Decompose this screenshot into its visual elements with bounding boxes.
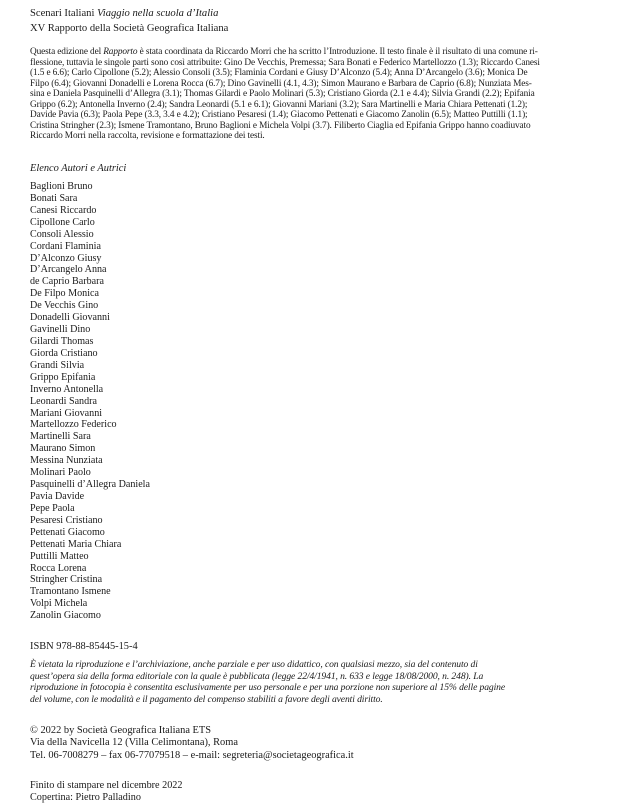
author-name: De Filpo Monica xyxy=(30,288,99,300)
author-name: Donadelli Giovanni xyxy=(30,312,110,324)
copyright-line: © 2022 by Società Geografica Italiana ETS xyxy=(30,725,212,736)
intro-line: sina e Daniela Pasquinelli d’Allegra (3.1); Thomas Gilardi e Paolo Molinari (5.3); Cristiano Giorda (2.1 e 4.4); Silvia Grandi (2.2); Epifania xyxy=(30,89,535,100)
print-colophon xyxy=(30,780,183,805)
intro-line: flessione, tuttavia le singole parti sono così attribuite: Gino De Vecchis, Premessa; Sara Bonati e Federico Martellozzo (1.3); Riccardo Canesi xyxy=(30,57,540,68)
author-name: Bonati Sara xyxy=(30,192,78,204)
author-name: Pettenati Maria Chiara xyxy=(30,538,122,550)
author-name: Molinari Paolo xyxy=(30,467,91,479)
author-name: Grippo Epifania xyxy=(30,371,96,383)
author-name: Martellozzo Federico xyxy=(30,419,117,431)
intro-line: Davide Pavia (6.3); Paola Pepe (3.3, 3.4 e 4.2); Cristiano Pesaresi (1.4); Giacomo Pettenati e Giacomo Zanolin (6.5); Matteo Puttilli (1.1); xyxy=(30,110,528,121)
author-name: Leonardi Sandra xyxy=(30,395,97,407)
intro-line: Grippo (6.2); Antonella Inverno (2.4); Sandra Leonardi (5.1 e 6.1); Giovanni Mariani (3.2); Sara Martinelli e Maria Chiara Pettenati (1.2); xyxy=(30,99,528,110)
printed-date: Finito di stampare nel dicembre 2022 xyxy=(30,780,183,791)
author-name: Maurano Simon xyxy=(30,443,96,455)
author-name: Cordani Flaminia xyxy=(30,240,101,252)
rights-line: È vietata la riproduzione e l’archiviazione, anche parziale e per uso didattico, con qualsiasi mezzo, sia del contenuto di xyxy=(30,659,478,670)
author-name: Tramontano Ismene xyxy=(30,586,111,598)
intro-line: Riccardo Morri nella raccolta, revisione e formattazione dei testi. xyxy=(30,131,265,142)
author-name: Consoli Alessio xyxy=(30,228,94,240)
author-name: Martinelli Sara xyxy=(30,431,91,443)
author-name: Stringher Cristina xyxy=(30,574,103,586)
intro-paragraph xyxy=(30,47,592,142)
authors-list-title: Elenco Autori e Autrici xyxy=(30,163,127,174)
author-name: Cipollone Carlo xyxy=(30,216,95,228)
author-name: Rocca Lorena xyxy=(30,562,87,574)
author-name: Giorda Cristiano xyxy=(30,347,98,359)
author-name: Pesaresi Cristiano xyxy=(30,514,103,526)
author-name: Pasquinelli d’Allegra Daniela xyxy=(30,479,150,491)
intro-line: Cristina Stringher (2.3); Ismene Tramontano, Bruno Baglioni e Michela Volpi (3.7). Filiberto Ciaglia ed Epifania Grippo hanno coadiuvato xyxy=(30,120,531,131)
authors-list xyxy=(30,181,150,622)
author-name: Zanolin Giacomo xyxy=(30,610,101,622)
author-name: Volpi Michela xyxy=(30,598,88,610)
address-line: Via della Navicella 12 (Villa Celimontana), Roma xyxy=(30,737,238,749)
intro-line: Filpo (6.4); Giovanni Donadelli e Lorena Rocca (6.7); Dino Gavinelli (4.1, 4.3); Simon Maurano e Barbara de Caprio (6.8); Nunziata Mes- xyxy=(30,78,532,89)
author-name: Puttilli Matteo xyxy=(30,550,89,562)
author-name: Pettenati Giacomo xyxy=(30,526,105,538)
intro-rapporto-word: Rapporto xyxy=(103,47,138,57)
series-heading xyxy=(30,8,218,20)
cover-credit: Copertina: Pietro Palladino xyxy=(30,792,141,804)
author-name: Grandi Silvia xyxy=(30,359,85,371)
author-name: Gilardi Thomas xyxy=(30,335,94,347)
author-name: Canesi Riccardo xyxy=(30,204,97,216)
rights-line: riproduzione in fotocopia è consentita esclusivamente per uso personale e per una porzione non superiore al 15% delle pagine xyxy=(30,682,506,694)
publisher-info xyxy=(30,725,354,762)
isbn: ISBN 978-88-85445-15-4 xyxy=(30,641,138,652)
series-title: Viaggio nella scuola d’Italia xyxy=(97,8,219,19)
intro-line: Questa edizione del Rapporto è stata coordinata da Riccardo Morri che ha scritto l’Introduzione. Il testo finale è il risultato di una comune ri- xyxy=(30,47,538,57)
rights-line: del volume, con le modalità e il pagamento del compenso stabiliti a favore degli aventi diritto. xyxy=(30,693,383,705)
report-line: XV Rapporto della Società Geografica Italiana xyxy=(30,23,229,34)
author-name: de Caprio Barbara xyxy=(30,276,104,288)
author-name: D’Alconzo Giusy xyxy=(30,252,102,264)
author-name: Mariani Giovanni xyxy=(30,407,103,419)
author-name: Pavia Davide xyxy=(30,490,85,502)
author-name: Pepe Paola xyxy=(30,502,75,514)
author-name: De Vecchis Gino xyxy=(30,300,99,312)
intro-line: (1.5 e 6.6); Carlo Cipollone (5.2); Alessio Consoli (3.5); Flaminia Cordani e Giusy D’Alconzo (5.4); Anna D’Arcangelo (3.6); Monica De xyxy=(30,68,528,79)
author-name: Gavinelli Dino xyxy=(30,324,91,336)
author-name: Inverno Antonella xyxy=(30,383,104,395)
contacts-line: Tel. 06-7008279 – fax 06-77079518 – e-mail: segreteria@societageografica.it xyxy=(30,749,354,761)
rights-notice xyxy=(30,659,592,705)
author-name: Baglioni Bruno xyxy=(30,181,93,192)
series-name: Scenari Italiani xyxy=(30,8,95,19)
author-name: Messina Nunziata xyxy=(30,455,103,467)
rights-line: quest’opera sia della forma editoriale con la quale è pubblicata (legge 22/4/1941, n. 633 e legge 18/08/2000, n. 248). La xyxy=(30,670,484,682)
author-name: D’Arcangelo Anna xyxy=(30,264,107,276)
